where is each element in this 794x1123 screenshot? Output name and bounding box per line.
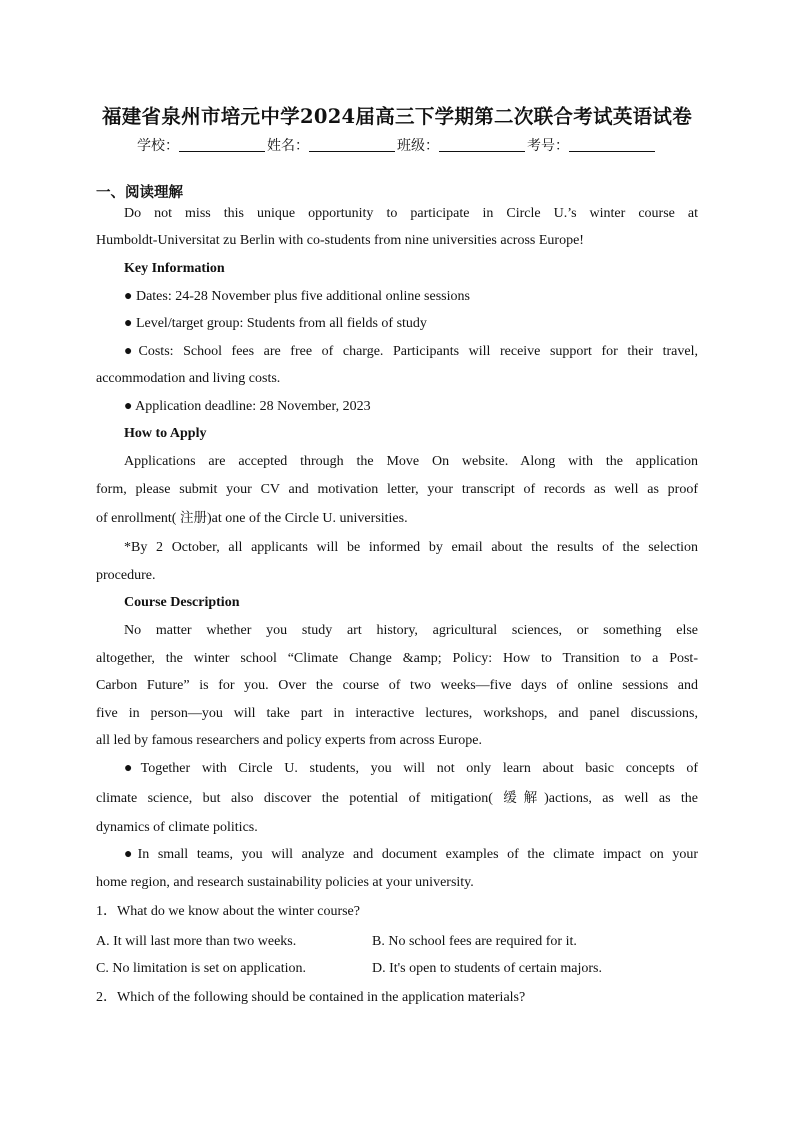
page-title: 福建省泉州市培元中学2024届高三下学期第二次联合考试英语试卷 [101,105,693,128]
name-blank[interactable] [309,137,395,152]
passage-line [96,789,698,808]
question-1 [96,903,698,921]
section-heading: 一、阅读理解 [96,185,183,201]
apply-heading: How to Apply [124,426,207,441]
passage-line: Do not miss this unique opportunity to participate in Circle U.’s winter course at [124,206,698,221]
passage-line: home region, and research sustainability policies at your university. [96,875,474,890]
passage-text: )actions, as well as the [544,791,699,806]
list-item: ● Level/target group: Students from all fields of study [124,316,427,331]
chinese-gloss: 缓解 [503,790,545,806]
number-blank[interactable] [569,137,655,152]
class-blank[interactable] [439,137,525,152]
school-blank[interactable] [179,137,265,152]
school-label: 学校： [137,138,179,154]
passage-line: all led by famous researchers and policy experts from across Europe. [96,733,483,748]
passage-line: Humboldt-Universitat zu Berlin with co-students from nine universities across Europe! [96,233,584,248]
list-item: ● Application deadline: 28 November, 2023 [124,399,371,414]
key-info-heading: Key Information [124,261,225,276]
question-number: 2． [96,990,117,1005]
passage-text: climate science, but also discover the potential of mitigation( [96,791,493,806]
question-number: 1． [96,904,117,919]
option-c[interactable]: C. No limitation is set on application. [96,961,306,976]
option-b[interactable]: B. No school fees are required for it. [372,934,577,949]
passage-text: )at one of the Circle U. universities. [206,511,408,526]
name-label: 姓名： [267,138,309,154]
list-item: ● Dates: 24-28 November plus five additional online sessions [124,289,470,304]
chinese-gloss: 注册 [179,510,207,526]
class-label: 班级： [397,138,439,154]
course-heading: Course Description [124,595,240,610]
question-text: Which of the following should be contained in the application materials? [117,990,526,1005]
passage-line: No matter whether you study art history, agricultural sciences, or something else [124,623,698,638]
passage-text: of enrollment( [96,511,177,526]
number-label: 考号： [527,138,569,154]
passage-line: accommodation and living costs. [96,371,281,386]
passage-line: altogether, the winter school “Climate Change &amp; Policy: How to Transition to a Post- [96,651,698,666]
passage-line [96,509,698,528]
passage-line: procedure. [96,568,156,583]
question-text: What do we know about the winter course? [117,904,360,919]
question-2 [96,989,698,1007]
student-info-fields [96,135,698,155]
option-a[interactable]: A. It will last more than two weeks. [96,934,297,949]
list-item: ●Together with Circle U. students, you will not only learn about basic concepts of [124,761,698,776]
passage-line: Carbon Future” is for you. Over the course of two weeks—five days of online sessions and [96,678,698,693]
passage-line: Applications are accepted through the Move On website. Along with the application [124,454,698,469]
passage-line: dynamics of climate politics. [96,820,258,835]
list-item: ●Costs: School fees are free of charge. Participants will receive support for their travel, [124,344,698,359]
list-item: ●In small teams, you will analyze and document examples of the climate impact on your [124,847,698,862]
option-d[interactable]: D. It's open to students of certain majors. [372,961,602,976]
passage-line: form, please submit your CV and motivation letter, your transcript of records as well as proof [96,482,698,497]
passage-line: *By 2 October, all applicants will be informed by email about the results of the selection [124,540,698,555]
passage-line: five in person—you will take part in interactive lectures, workshops, and panel discussions, [96,706,698,721]
